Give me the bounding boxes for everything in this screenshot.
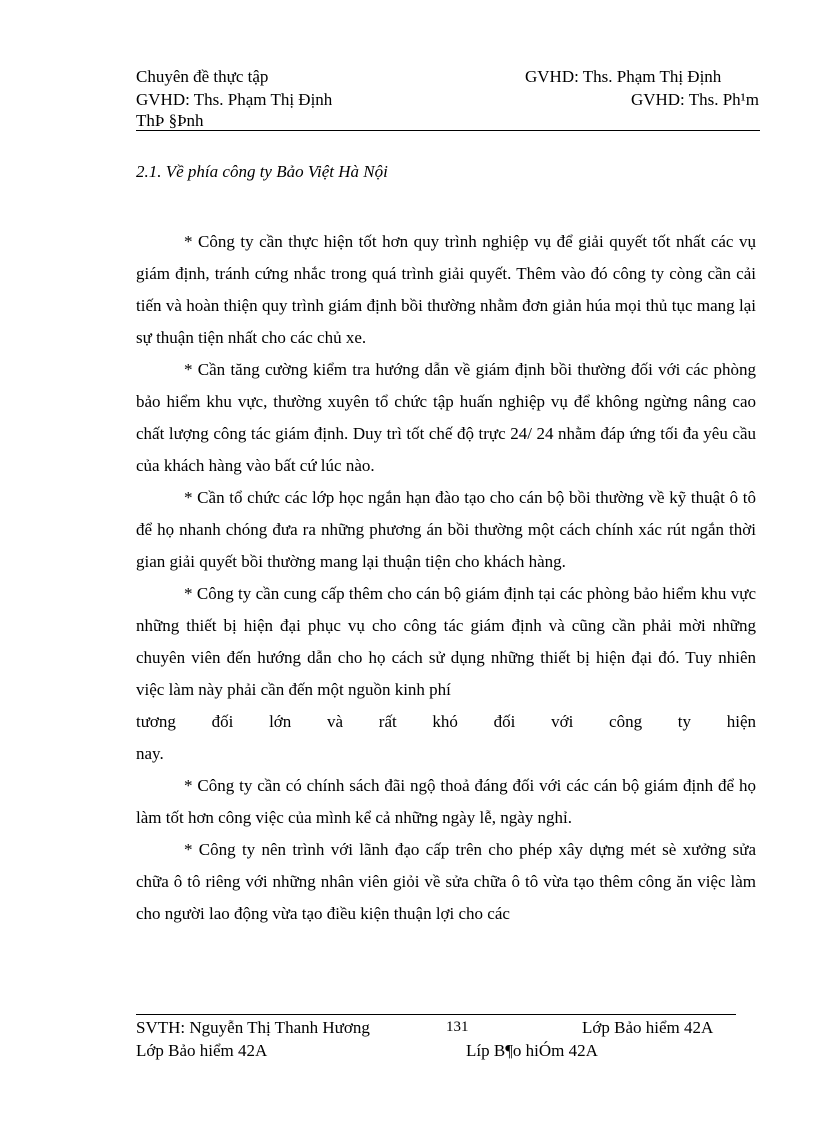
paragraph: * Công ty cần thực hiện tốt hơn quy trình nghiệp vụ để giải quyết tốt nhất các vụ giám định, tránh cứng nhắc trong quá trình giải quyết. Thêm vào đó công ty còng cần cải tiến và hoàn thiện quy trình giám định bồi thường nhằm đơn giản húa mọi thủ tục mang lại sự thuận tiện nhất cho các chủ xe. xyxy=(136,232,756,347)
body-text xyxy=(136,226,756,930)
paragraph: * Công ty cần cung cấp thêm cho cán bộ giám định tại các phòng bảo hiểm khu vực những thiết bị hiện đại phục vụ cho công tác giám định và cũng cần phải mời những chuyên viên đến hướng dẫn cho họ cách sử dụng những thiết bị hiện đại đó. Tuy nhiên việc làm này phải cần đến một nguồn kinh phí xyxy=(136,584,756,699)
footer-rule xyxy=(136,1014,736,1015)
paragraph: * Cần tổ chức các lớp học ngắn hạn đào tạo cho cán bộ bồi thường về kỹ thuật ô tô để họ nhanh chóng đưa ra những phương án bồi thường một cách chính xác rút ngắn thời gian giải quyết bồi thường mang lại thuận tiện cho khách hàng. xyxy=(136,488,756,571)
footer-class-right: Lớp Bảo hiểm 42A xyxy=(582,1018,714,1037)
header-supervisor-garbled-cont: ThÞ §Þnh xyxy=(136,111,204,130)
paragraph-continuation: tương đối lớn và rất khó đối với công ty hiện nay. xyxy=(136,712,756,763)
header-rule xyxy=(136,130,760,131)
header-supervisor: GVHD: Ths. Phạm Thị Định xyxy=(525,67,722,86)
header-supervisor-repeat: GVHD: Ths. Phạm Thị Định xyxy=(136,90,333,109)
footer-student: SVTH: Nguyễn Thị Thanh Hương xyxy=(136,1018,370,1037)
footer-class-garbled: Líp B¶o hiÓm 42A xyxy=(466,1041,598,1060)
paragraph: * Công ty nên trình với lãnh đạo cấp trên cho phép xây dựng mét sè xưởng sửa chữa ô tô riêng với những nhân viên giỏi về sửa chữa ô tô vừa tạo thêm công ăn việc làm cho người lao động vừa tạo điều kiện thuận lợi cho các xyxy=(136,840,756,923)
paragraph: * Công ty cần có chính sách đãi ngộ thoả đáng đối với các cán bộ giám định để họ làm tốt hơn công việc của mình kể cả những ngày lễ, ngày nghỉ. xyxy=(136,776,756,827)
header-supervisor-garbled: GVHD: Ths. Ph¹m xyxy=(630,90,759,109)
paragraph: * Cần tăng cường kiểm tra hướng dẫn về giám định bồi thường đối với các phòng bảo hiểm khu vực, thường xuyên tổ chức tập huấn nghiệp vụ để không ngừng nâng cao chất lượng công tác giám định. Duy trì tốt chế độ trực 24/ 24 nhằm đáp ứng tối đa yêu cầu của khách hàng vào bất cứ lúc nào. xyxy=(136,360,756,475)
section-title: 2.1. Về phía công ty Bảo Việt Hà Nội xyxy=(136,162,388,181)
page-number: 131 xyxy=(446,1019,469,1035)
header-subject: Chuyên đề thực tập xyxy=(136,67,269,86)
footer-class-left: Lớp Bảo hiểm 42A xyxy=(136,1041,268,1060)
